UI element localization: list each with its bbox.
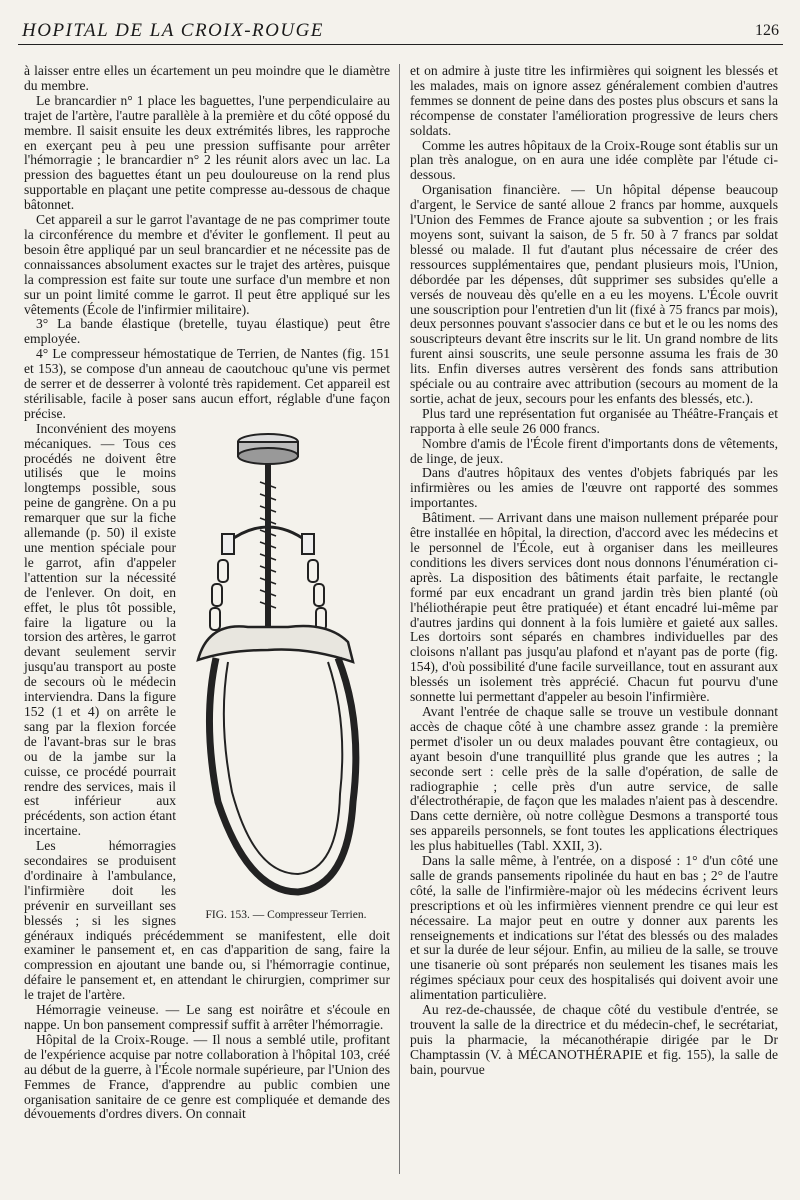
paragraph: Hémorragie veineuse. — Le sang est noirâtre et s'écoule en nappe. Un bon pansement compressif suffit à arrêter l'hémorragie. — [24, 1002, 390, 1032]
page-number: 126 — [755, 22, 779, 39]
paragraph: Inconvénient des moyens mécaniques. — Tous ces procédés ne doivent être utilisés que le moins longtemps possible, sous peine de gangrène. On a pu remarquer que sur la fiche allemande (p. 50) il existe une mention spéciale pour le garrot, afin d'appeler l'attention sur la nécessité de l'enlever. On doit, en effet, le plus tôt possible, faire la ligature ou la torsion des artères, le garrot devant seulement servir jusqu'au transport au poste de secours où le médecin interviendra. Dans la figure 152 (1 et 4) on arrête le sang par la flexion forcée de l'avant-bras sur le bras ou de la jambe sur la cuisse, ce procédé pourrait rendre des services, mais il est inférieur aux précédents, son action étant incertaine. — [24, 420, 176, 839]
paragraph: Comme les autres hôpitaux de la Croix-Rouge sont établis sur un plan très analogue, on en aura une idée complète par l'étude ci-dessous. — [410, 137, 778, 183]
paragraph: Organisation financière. — Un hôpital dépense beaucoup d'argent, le Service de santé alloue 2 francs par homme, auxquels l'Union des Femmes de France ajoute sa subvention ; or les frais moyens sont, suivant la saison, de 5 fr. 50 à 7 francs par soldat blessé ou malade. Il fut d'autant plus nécessaire de créer des ressources supplémentaires que, pendant plusieurs mois, l'Union, débordée par les dépenses, dût supprimer ses subsides qu'elle a versés de nouveau dès qu'elle en a eu les moyens. L'École ouvrit une souscription pour l'entretien d'un lit (fixé à 75 francs par mois), deux personnes pouvant s'associer dans ce but et le ou les noms des souscripteurs devant être inscrits sur le lit. Un grand nombre de lits furent ainsi souscrits, une seule personne assuma les frais de 30 lits. Enfin diverses autres versèrent des fonds sans attribution spéciale ou au contraire avec attribution (secours au moment de la sortie, achat de jeux, secours pour les enfants des blessés, etc.). — [410, 182, 778, 406]
left-column — [24, 64, 390, 1122]
paragraph: et on admire à juste titre les infirmières qui soignent les blessés et les malades, mais on ignore assez généralement combien d'autres femmes se donnent de peine dans des postes plus obscurs et sans la récompense de constater l'amélioration progressive de leurs chers soldats. — [410, 63, 778, 138]
paragraph: Le brancardier n° 1 place les baguettes, l'une perpendiculaire au trajet de l'artère, l'autre parallèle à la première et du côté opposé du membre. Il saisit ensuite les deux extrémités libres, les rapproche en exerçant peu à peu une pression suffisante pour arrêter l'hémorragie ; le brancardier n° 2 les réunit alors avec un lac. La pression des baguettes étant un peu douloureuse on la rend plus supportable en plaçant une petite compresse au-dessous de chaque bâtonnet. — [24, 92, 390, 213]
paragraph: à laisser entre elles un écartement un peu moindre que le diamètre du membre. — [24, 63, 390, 93]
figure-caption: FIG. 153. — Compresseur Terrien. — [205, 908, 367, 921]
compressor-illustration — [188, 422, 384, 902]
paragraph: Plus tard une représentation fut organisée au Théâtre-Français et rapporta à elle seule 26 000 francs. — [410, 405, 778, 436]
paragraph: 4° Le compresseur hémostatique de Terrien, de Nantes (fig. 151 et 153), se compose d'un anneau de caoutchouc qu'une vis permet de serrer et de desserrer à volonté très rapidement. Cet appareil est stérilisable, facile à poser sans aucun effort, réglable d'une façon précise. — [24, 346, 390, 421]
running-title: HOPITAL DE LA CROIX-ROUGE — [22, 20, 324, 41]
right-column — [410, 64, 778, 1078]
page-header — [18, 14, 783, 45]
paragraph: Avant l'entrée de chaque salle se trouve un vestibule donnant accès de chaque côté à une chambre assez grande : la première permet d'isoler un ou deux malades pouvant être contagieux, ou ayant besoin d'une tranquillité plus grande que les autres ; la seconde sert : celle près de la salle d'opération, de salle de radiographie ; celle près d'un autre service, de salle d'électrothérapie, de façon que les malades n'aient pas à descendre. Dans cette dernière, où notre collègue Desmons a transporté tous ses appareils personnels, se font toutes les applications électriques les plus habituelles (Tabl. XXII, 3). — [410, 703, 778, 854]
paragraph: Au rez-de-chaussée, de chaque côté du vestibule d'entrée, se trouvent la salle de la directrice et du médecin-chef, le secrétariat, puis la pharmacie, la mécanothérapie dirigée par le Dr Champtassin (V. à MÉCANOTHÉRAPIE et fig. 155), la salle de bain, pourvue — [410, 1002, 778, 1077]
paragraph: 3° La bande élastique (bretelle, tuyau élastique) peut être employée. — [24, 316, 390, 347]
paragraph: Bâtiment. — Arrivant dans une maison nullement préparée pour être installée en hôpital, la direction, d'accord avec les médecins et le personnel de l'École, eut à organiser dans les meilleures conditions les divers services dont nous donnons l'énumération ci-après. La disposition des bâtiments était parfaite, le rectangle formé par eux encadrant un grand jardin très bien planté (où l'héliothérapie peut être pratiquée) et étant encadré lui-même par d'autres jardins qui donnent à la fois lumière et gaieté aux salles. Les dortoirs sont séparés en chambres individuelles par des cloisons n'allant pas jusqu'au plafond et n'ayant pas de porte (fig. 154), d'où possibilité d'une facile surveillance, tout en assurant aux blessés un isolement très apprécié. Chacun fut pourvu d'une sonnette lui permettant d'appeler au besoin l'infirmière. — [410, 510, 778, 705]
paragraph: Dans d'autres hôpitaux des ventes d'objets fabriqués par les infirmières ou les amies de l'œuvre ont rapporté des sommes importantes. — [410, 465, 778, 511]
paragraph: Nombre d'amis de l'École firent d'importants dons de vêtements, de linge, de jeux. — [410, 435, 778, 466]
column-rule — [399, 64, 400, 1174]
paragraph: Les hémorragies secondaires se produisent d'ordinaire à l'ambulance, l'infirmière doit les prévenir en surveillant ses blessés ; si les signes généraux indiqués précédemment se manifestent, elle doit examiner le pansement et, en cas d'apparition de sang, faire la compression en ajoutant une bande ou, si l'hémorragie continue, défaire le pansement et, en attendant le chirurgien, comprimer sur le trajet de l'artère. — [24, 838, 390, 1003]
paragraph: Dans la salle même, à l'entrée, on a disposé : 1° d'un côté une salle de grands pansements ripolinée du haut en bas ; 2° de l'autre côté, la salle de l'infirmière-major où les médecins écrivent leurs prescriptions et où les infirmières viennent prendre ce qui leur est nécessaire. La major peut en outre y donner aux parents les renseignements et indications sur l'état des blessés ou des malades et sur la durée de leur séjour. Enfin, au milieu de la salle, se trouve une tisanerie où sont préparés non seulement les tisanes mais les régimes spéciaux pour ceux des hospitalisés qui doivent avoir une alimentation particulière. — [410, 853, 778, 1003]
section-paragraph: Hôpital de la Croix-Rouge. — Il nous a semblé utile, profitant de l'expérience acquise par notre collaboration à l'hôpital 103, créé au début de la guerre, à l'École normale supérieure, par l'Union des Femmes de France, d'apprendre au public combien une organisation sanitaire de ce genre est compliquée et demande des dévouements d'ordres divers. On connait — [24, 1031, 390, 1122]
paragraph: Cet appareil a sur le garrot l'avantage de ne pas comprimer toute la circonférence du membre et d'éviter le gonflement. Il peut au besoin être appliqué par un seul brancardier et ne nécessite pas de connaissances absolument exactes sur le trajet des artères, puisque la compression est faite sur toute une surface d'un membre et non sur un point limité comme le garrot. Il peut être appliqué sur les vêtements (École de l'infirmier militaire). — [24, 212, 390, 317]
figure-153 — [182, 422, 390, 928]
